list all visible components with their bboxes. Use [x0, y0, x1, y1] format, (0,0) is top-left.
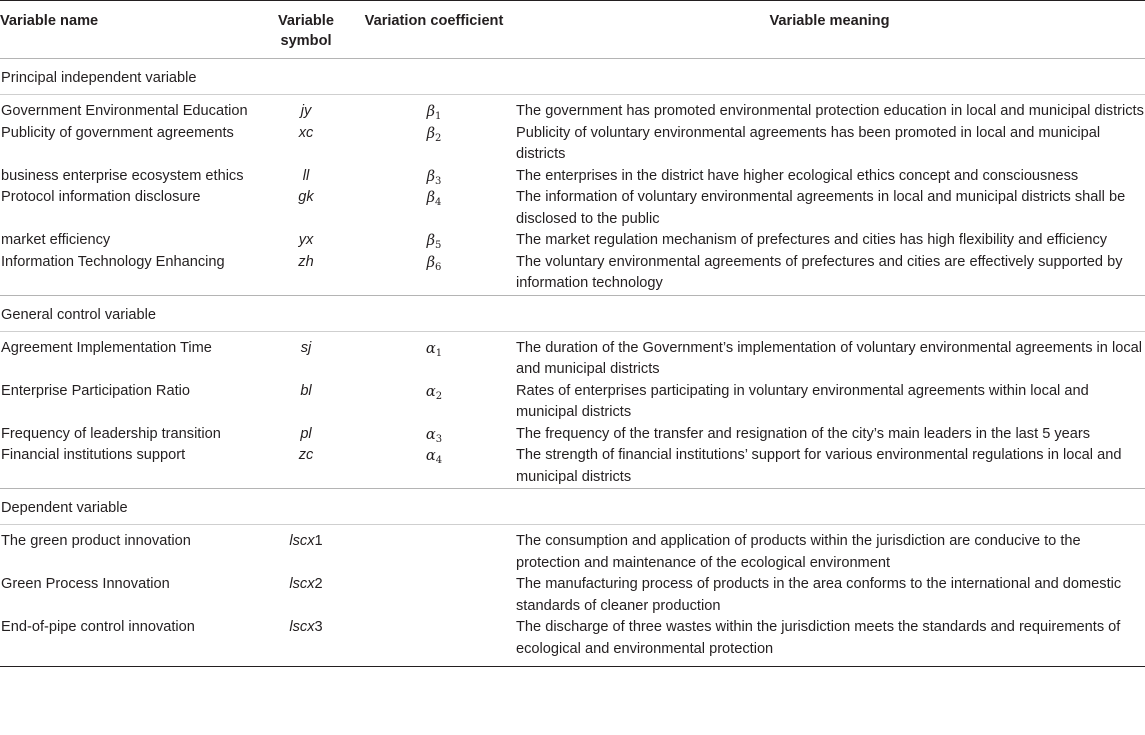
table-row — [0, 166, 1145, 188]
table-row — [0, 123, 1145, 166]
variable-symbol-cell — [258, 166, 354, 188]
coefficient-subscript: 2 — [435, 390, 443, 402]
variable-symbol: lscx — [289, 619, 315, 635]
variable-symbol-cell — [258, 187, 354, 230]
variable-symbol: gk — [298, 189, 314, 205]
variable-symbol: sj — [300, 339, 312, 356]
variable-name-cell: market efficiency — [1, 232, 111, 248]
coefficient-symbol: β — [426, 189, 436, 206]
variable-name-cell: Publicity of government agreements — [1, 124, 234, 141]
variable-symbol-cell — [258, 445, 354, 489]
variable-symbol-cell — [258, 331, 354, 381]
variation-coefficient-cell — [354, 525, 514, 575]
coefficient-subscript: 4 — [435, 197, 442, 208]
table-row — [0, 95, 1145, 123]
variable-meaning-cell: The voluntary environmental agreements of prefectures and cities are effectively supported by information technology — [516, 253, 1123, 291]
variable-name-cell: Information Technology Enhancing — [1, 253, 225, 270]
variation-coefficient-cell — [354, 574, 514, 617]
variable-name-cell: Financial institutions support — [1, 447, 186, 463]
variable-name-cell: Enterprise Participation Ratio — [1, 382, 190, 399]
coefficient-symbol: β — [426, 253, 436, 271]
coefficient-subscript: 3 — [435, 433, 443, 445]
variable-meaning-cell: The strength of financial institutions’ support for various environmental regulations in local and municipal districts — [516, 447, 1122, 485]
variation-coefficient-cell — [354, 166, 514, 188]
variation-coefficient-cell — [354, 230, 514, 252]
variable-meaning-cell: The duration of the Government’s implementation of voluntary environmental agreements in local and municipal districts — [516, 339, 1142, 377]
coefficient-subscript: 2 — [435, 132, 442, 144]
variable-symbol: bl — [300, 382, 312, 399]
variable-symbol: pl — [300, 425, 312, 442]
coefficient-symbol: α — [425, 382, 436, 400]
table-row — [0, 331, 1145, 381]
variable-meaning-cell: The enterprises in the district have higher ecological ethics concept and consciousness — [516, 167, 1079, 184]
variable-name-cell: Frequency of leadership transition — [1, 425, 221, 442]
section-header-row — [0, 59, 1145, 95]
table-row — [0, 230, 1145, 252]
variable-symbol-cell — [258, 381, 354, 424]
variable-symbol-cell — [258, 230, 354, 252]
variable-meaning-cell: Publicity of voluntary environmental agreements has been promoted in local and municipal districts — [516, 124, 1101, 162]
variation-coefficient-cell — [354, 331, 514, 381]
section-header-row — [0, 489, 1145, 525]
variable-meaning-cell: The market regulation mechanism of prefectures and cities has high flexibility and efficiency — [516, 232, 1108, 248]
coefficient-subscript: 6 — [435, 261, 442, 273]
coefficient-subscript: 5 — [435, 240, 442, 251]
variable-name-cell: Agreement Implementation Time — [1, 339, 212, 356]
variation-coefficient-cell — [354, 95, 514, 123]
variable-meaning-cell: The information of voluntary environmental agreements in local and municipal districts shall be disclosed to the public — [516, 189, 1126, 227]
variation-coefficient-cell — [354, 252, 514, 296]
coefficient-subscript: 4 — [435, 455, 443, 466]
table-row — [0, 252, 1145, 296]
variable-symbol: xc — [298, 124, 314, 141]
variable-symbol-number: 1 — [314, 533, 323, 549]
table-row — [0, 381, 1145, 424]
coefficient-symbol: β — [426, 232, 436, 249]
table-row — [0, 617, 1145, 667]
coefficient-symbol: α — [425, 447, 436, 464]
variable-symbol-cell — [258, 424, 354, 446]
coefficient-symbol: α — [425, 339, 436, 357]
variable-name-cell: Green Process Innovation — [1, 576, 170, 592]
coefficient-symbol: α — [425, 425, 436, 443]
header-variable-name: Variable name — [0, 13, 99, 29]
variable-meaning-cell: The frequency of the transfer and resignation of the city’s main leaders in the last 5 years — [516, 425, 1091, 442]
variable-symbol: yx — [298, 232, 314, 248]
variable-meaning-cell: The manufacturing process of products in the area conforms to the international and domestic standards of cleaner production — [516, 576, 1122, 614]
coefficient-symbol: β — [426, 103, 436, 120]
table-body — [0, 59, 1145, 667]
header-variable-meaning: Variable meaning — [769, 13, 890, 29]
variable-name-cell: The green product innovation — [1, 533, 191, 549]
coefficient-subscript: 3 — [435, 175, 442, 187]
section-title: General control variable — [1, 306, 156, 323]
variation-coefficient-cell — [354, 424, 514, 446]
variable-symbol-cell — [258, 95, 354, 123]
variable-symbol-cell — [258, 617, 354, 667]
variable-meaning-cell: The government has promoted environmental protection education in local and municipal districts — [516, 103, 1144, 119]
table-row — [0, 187, 1145, 230]
variable-symbol-cell — [258, 252, 354, 296]
variable-name-cell: Government Environmental Education — [1, 103, 248, 119]
header-row — [0, 1, 1145, 59]
variable-symbol-number: 3 — [314, 619, 323, 635]
variable-symbol-cell — [258, 525, 354, 575]
coefficient-symbol: β — [426, 124, 436, 142]
variable-symbol-cell — [258, 123, 354, 166]
header-variation-coefficient: Variation coefficient — [364, 13, 504, 29]
section-title: Principal independent variable — [1, 70, 197, 86]
variable-name-cell: Protocol information disclosure — [1, 189, 201, 205]
variable-meaning-cell: The consumption and application of products within the jurisdiction are conducive to the protection and maintenance of the ecological environment — [516, 533, 1081, 571]
table-row — [0, 424, 1145, 446]
variable-symbol-number: 2 — [314, 576, 323, 592]
variable-meaning-cell: The discharge of three wastes within the jurisdiction meets the standards and requirements of ecological and environmental protection — [516, 619, 1121, 657]
variable-symbol: jy — [300, 103, 312, 119]
variation-coefficient-cell — [354, 123, 514, 166]
table-row — [0, 445, 1145, 489]
variable-name-cell: End-of-pipe control innovation — [1, 619, 195, 635]
variation-coefficient-cell — [354, 617, 514, 667]
coefficient-subscript: 1 — [435, 111, 442, 122]
table-row — [0, 574, 1145, 617]
variable-name-cell: business enterprise ecosystem ethics — [1, 167, 244, 184]
variable-symbol: lscx — [289, 533, 315, 549]
table-row — [0, 525, 1145, 575]
section-header-row — [0, 295, 1145, 331]
variable-meaning-cell: Rates of enterprises participating in voluntary environmental agreements within local and municipal districts — [516, 382, 1089, 420]
variable-symbol: zh — [298, 253, 314, 270]
section-title: Dependent variable — [1, 500, 128, 516]
variable-symbol: lscx — [289, 576, 315, 592]
coefficient-subscript: 1 — [435, 347, 443, 359]
variable-symbol: ll — [302, 167, 310, 184]
variation-coefficient-cell — [354, 445, 514, 489]
variation-coefficient-cell — [354, 381, 514, 424]
variable-symbol: zc — [298, 447, 314, 463]
header-variable-symbol: Variable symbol — [278, 13, 334, 49]
variable-symbol-cell — [258, 574, 354, 617]
coefficient-symbol: β — [426, 167, 436, 185]
variation-coefficient-cell — [354, 187, 514, 230]
